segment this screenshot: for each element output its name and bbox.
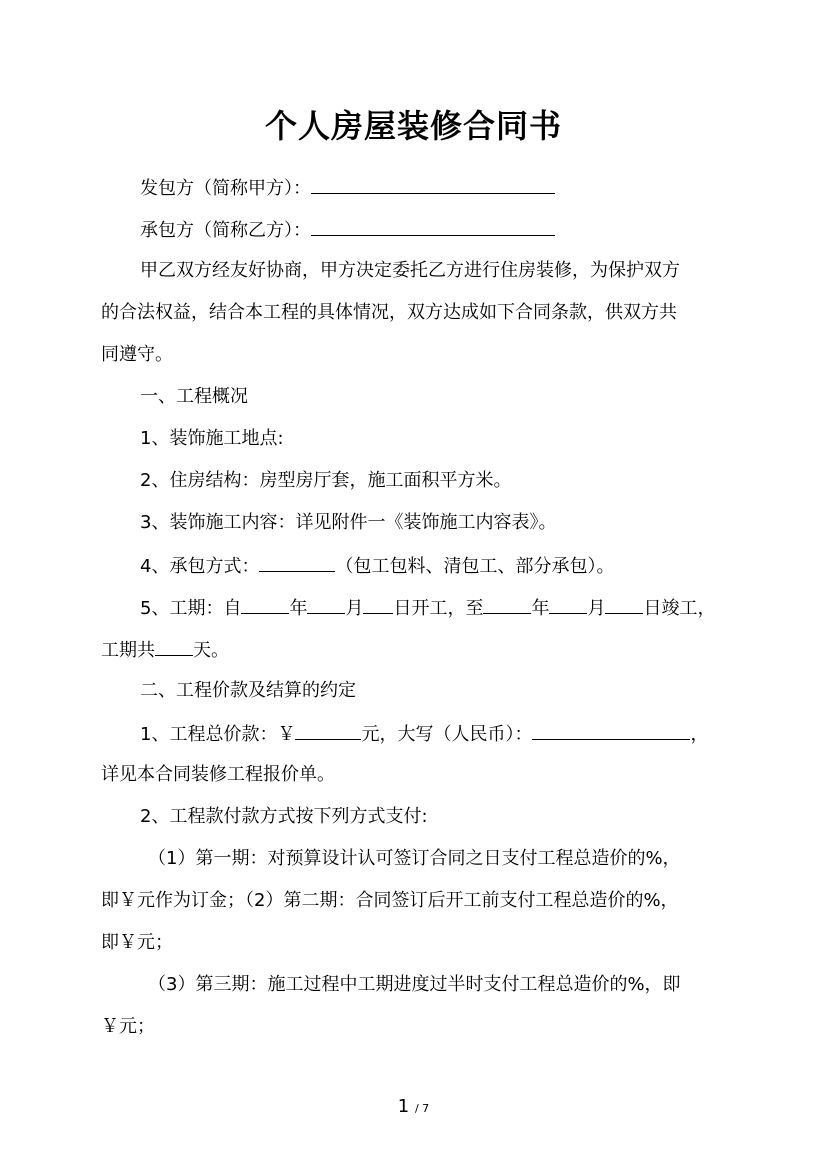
payment-line-3: 即￥元； <box>101 932 173 953</box>
month-label: 月 <box>345 598 364 619</box>
section1-item1: 1、装饰施工地点: <box>140 428 284 449</box>
start-label: 日开工，至 <box>393 598 484 619</box>
end-year-blank <box>483 594 531 614</box>
end-label: 日竣工， <box>643 598 716 619</box>
party-b-label: 承包方（简称乙方）： <box>140 220 311 241</box>
duration-prefix: 工期共 <box>101 640 155 661</box>
duration-suffix: 天。 <box>193 640 229 661</box>
month-label-2: 月 <box>587 598 606 619</box>
intro-line-3: 同遵守。 <box>101 344 173 365</box>
duration-blank <box>155 636 193 656</box>
party-b-line <box>140 216 555 244</box>
intro-line-2: 的合法权益，结合本工程的具体情况，双方达成如下合同条款，供双方共 <box>101 302 677 323</box>
price-mid: 元，大写（人民币）： <box>361 724 533 745</box>
end-month-blank <box>549 594 587 614</box>
price-prefix: 1、工程总价款：￥ <box>140 724 296 745</box>
section1-item3: 3、装饰施工内容：详见附件一《装饰施工内容表》。 <box>140 512 557 533</box>
current-page: 1 <box>397 1096 410 1117</box>
item4-prefix: 4、承包方式： <box>140 556 260 577</box>
year-label: 年 <box>289 598 308 619</box>
party-b-blank <box>311 216 555 236</box>
payment-line-1: （1）第一期：对预算设计认可签订合同之日支付工程总造价的%， <box>148 848 681 869</box>
duration-line <box>101 636 229 664</box>
total-pages: / 7 <box>414 1102 430 1115</box>
section2-item1 <box>140 720 708 748</box>
start-month-blank <box>307 594 345 614</box>
price-suffix: ， <box>690 724 709 745</box>
start-day-blank <box>363 594 393 614</box>
section1-heading: 一、工程概况 <box>140 386 248 407</box>
price-words-blank <box>532 720 690 740</box>
section2-item1-line2: 详见本合同装修工程报价单。 <box>101 764 335 785</box>
year-label-2: 年 <box>531 598 550 619</box>
page-number <box>0 1094 827 1122</box>
section1-item5 <box>140 594 715 622</box>
payment-line-5: ￥元； <box>101 1016 155 1037</box>
price-blank <box>295 720 361 740</box>
end-day-blank <box>605 594 643 614</box>
intro-line-1: 甲乙双方经友好协商，甲方决定委托乙方进行住房装修，为保护双方 <box>140 260 680 281</box>
item4-suffix: （包工包料、清包工、部分承包）。 <box>335 556 615 577</box>
section1-item2: 2、住房结构：房型房厅套，施工面积平方米。 <box>140 470 512 491</box>
payment-line-4: （3）第三期：施工过程中工期进度过半时支付工程总造价的%，即 <box>148 974 681 995</box>
party-a-blank <box>311 174 555 194</box>
item5-prefix: 5、工期：自 <box>140 598 242 619</box>
start-year-blank <box>241 594 289 614</box>
party-a-line <box>140 174 555 202</box>
section2-item2: 2、工程款付款方式按下列方式支付: <box>140 806 428 827</box>
contract-type-blank <box>259 552 335 572</box>
payment-line-2: 即￥元作为订金；（2）第二期：合同签订后开工前支付工程总造价的%， <box>101 890 679 911</box>
document-title: 个人房屋装修合同书 <box>264 107 562 145</box>
section2-heading: 二、工程价款及结算的约定 <box>140 680 356 701</box>
party-a-label: 发包方（简称甲方）： <box>140 178 311 199</box>
section1-item4 <box>140 552 614 580</box>
